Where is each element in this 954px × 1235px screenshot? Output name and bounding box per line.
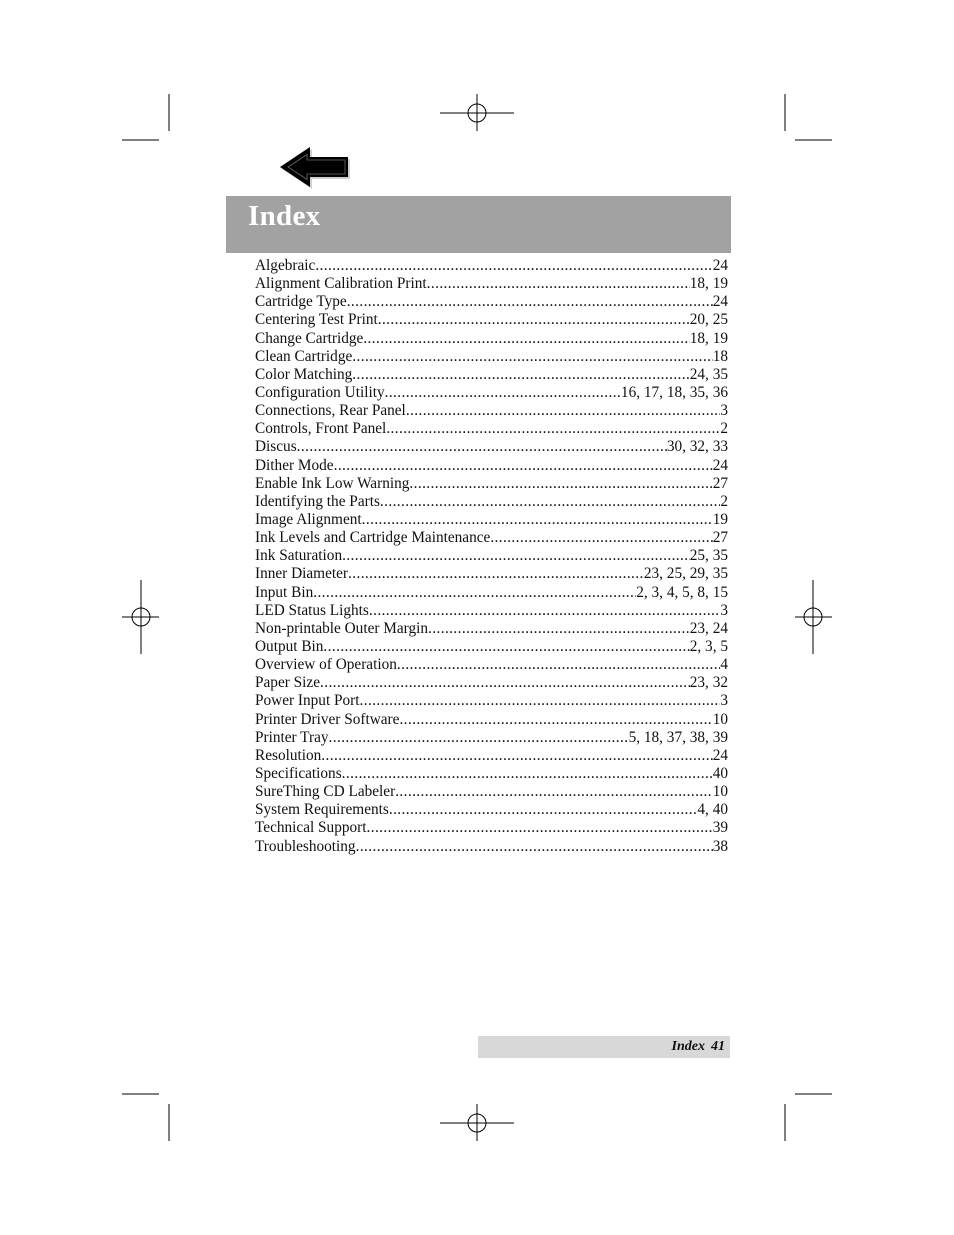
index-pages: 24, 35 — [689, 365, 728, 383]
dot-leader — [363, 330, 689, 348]
index-pages: 19 — [712, 510, 728, 528]
index-term: Resolution — [255, 746, 322, 764]
index-term: System Requirements — [255, 801, 389, 819]
dot-leader — [297, 438, 667, 456]
index-term: Specifications — [255, 764, 342, 782]
index-term: Configuration Utility — [255, 383, 385, 401]
dot-leader — [320, 674, 690, 692]
index-pages: 2, 3, 5 — [689, 637, 728, 655]
index-entry — [255, 311, 728, 329]
index-entry — [255, 330, 728, 348]
index-term: Clean Cartridge — [255, 347, 353, 365]
index-term: Color Matching — [255, 365, 353, 383]
index-term: Alignment Calibration Print — [255, 275, 427, 293]
index-term: Output Bin — [255, 637, 324, 655]
index-term: LED Status Lights — [255, 601, 369, 619]
index-entry — [255, 638, 728, 656]
dot-leader — [369, 602, 720, 620]
index-pages: 27 — [712, 474, 728, 492]
index-term: Controls, Front Panel — [255, 420, 387, 438]
index-pages: 18, 19 — [689, 275, 728, 293]
footer-section: Index — [671, 1039, 705, 1054]
index-entry — [255, 602, 728, 620]
index-term: Change Cartridge — [255, 329, 364, 347]
dot-leader — [342, 547, 690, 565]
dot-leader — [352, 366, 689, 384]
index-pages: 16, 17, 18, 35, 36 — [620, 383, 728, 401]
index-pages: 23, 24 — [689, 619, 728, 637]
index-entry — [255, 801, 728, 819]
index-entry — [255, 711, 728, 729]
dot-leader — [406, 402, 721, 420]
index-pages: 4, 40 — [697, 801, 728, 819]
dot-leader — [347, 293, 713, 311]
index-pages: 3 — [720, 402, 728, 420]
index-pages: 2, 3, 4, 5, 8, 15 — [636, 583, 728, 601]
index-entry — [255, 565, 728, 583]
index-pages: 40 — [712, 764, 728, 782]
index-entry — [255, 584, 728, 602]
dot-leader — [348, 565, 644, 583]
index-entry — [255, 747, 728, 765]
dot-leader — [389, 801, 698, 819]
index-term: Troubleshooting — [255, 837, 356, 855]
index-term: Inner Diameter — [255, 565, 349, 583]
index-term: SureThing CD Labeler — [255, 783, 396, 801]
index-term: Algebraic — [255, 257, 316, 274]
index-entry — [255, 529, 728, 547]
index-term: Ink Levels and Cartridge Maintenance — [255, 529, 491, 547]
index-entry — [255, 475, 728, 493]
index-entry — [255, 293, 728, 311]
index-term: Centering Test Print — [255, 311, 378, 329]
index-pages: 30, 32, 33 — [666, 438, 728, 456]
index-pages: 20, 25 — [689, 311, 728, 329]
index-entry — [255, 765, 728, 783]
index-term: Power Input Port — [255, 692, 360, 710]
dot-leader — [356, 838, 713, 856]
index-term: Input Bin — [255, 583, 314, 601]
dot-leader — [490, 529, 712, 547]
index-pages: 10 — [712, 710, 728, 728]
dot-leader — [334, 457, 713, 475]
index-entry — [255, 493, 728, 511]
footer-page-number: 41 — [711, 1039, 725, 1054]
index-term: Dither Mode — [255, 456, 334, 474]
dot-leader — [385, 384, 621, 402]
footer-label — [666, 1039, 725, 1055]
index-term: Identifying the Parts — [255, 492, 380, 510]
index-pages: 23, 32 — [689, 674, 728, 692]
index-list — [255, 257, 728, 856]
index-pages: 27 — [712, 529, 728, 547]
index-entry — [255, 457, 728, 475]
index-entry — [255, 438, 728, 456]
dot-leader — [378, 311, 690, 329]
index-term: Paper Size — [255, 674, 320, 692]
index-entry — [255, 275, 728, 293]
dot-leader — [380, 493, 720, 511]
page-footer — [478, 1036, 730, 1058]
index-entry — [255, 257, 728, 275]
dot-leader — [321, 747, 712, 765]
index-entry — [255, 819, 728, 837]
index-pages: 25, 35 — [689, 547, 728, 565]
index-pages: 38 — [712, 837, 728, 855]
dot-leader — [362, 511, 713, 529]
index-term: Printer Tray — [255, 728, 329, 746]
dot-leader — [395, 783, 713, 801]
index-pages: 24 — [712, 257, 728, 274]
index-entry — [255, 402, 728, 420]
index-pages: 2 — [720, 492, 728, 510]
index-pages: 2 — [720, 420, 728, 438]
index-pages: 4 — [720, 656, 728, 674]
dot-leader — [329, 729, 629, 747]
index-pages: 5, 18, 37, 38, 39 — [628, 728, 728, 746]
index-pages: 24 — [712, 746, 728, 764]
dot-leader — [399, 711, 712, 729]
dot-leader — [360, 692, 721, 710]
dot-leader — [315, 257, 712, 275]
index-entry — [255, 620, 728, 638]
page-title: Index — [248, 200, 321, 232]
index-entry — [255, 366, 728, 384]
index-entry — [255, 838, 728, 856]
dot-leader — [323, 638, 689, 656]
dot-leader — [397, 656, 720, 674]
index-pages: 10 — [712, 783, 728, 801]
index-term: Ink Saturation — [255, 547, 343, 565]
index-term: Overview of Operation — [255, 656, 397, 674]
dot-leader — [428, 620, 690, 638]
index-pages: 39 — [712, 819, 728, 837]
index-pages: 24 — [712, 456, 728, 474]
dot-leader — [386, 420, 720, 438]
index-term: Printer Driver Software — [255, 710, 400, 728]
index-term: Connections, Rear Panel — [255, 402, 406, 420]
index-entry — [255, 656, 728, 674]
index-term: Technical Support — [255, 819, 367, 837]
dot-leader — [409, 475, 712, 493]
index-term: Enable Ink Low Warning — [255, 474, 410, 492]
index-header-band — [226, 196, 731, 253]
dot-leader — [342, 765, 713, 783]
dot-leader — [367, 819, 713, 837]
index-entry — [255, 384, 728, 402]
left-arrow-icon[interactable] — [278, 146, 352, 192]
index-term: Non-printable Outer Margin — [255, 619, 429, 637]
index-entry — [255, 348, 728, 366]
index-entry — [255, 692, 728, 710]
index-entry — [255, 547, 728, 565]
dot-leader — [352, 348, 712, 366]
dot-leader — [427, 275, 690, 293]
index-pages: 3 — [720, 692, 728, 710]
index-term: Discus — [255, 438, 297, 456]
index-pages: 24 — [712, 293, 728, 311]
index-pages: 18, 19 — [689, 329, 728, 347]
index-term: Image Alignment — [255, 510, 362, 528]
index-entry — [255, 511, 728, 529]
dot-leader — [313, 584, 636, 602]
index-entry — [255, 729, 728, 747]
index-entry — [255, 783, 728, 801]
index-pages: 23, 25, 29, 35 — [643, 565, 728, 583]
index-entry — [255, 420, 728, 438]
index-entry — [255, 674, 728, 692]
index-term: Cartridge Type — [255, 293, 347, 311]
index-pages: 18 — [712, 347, 728, 365]
index-pages: 3 — [720, 601, 728, 619]
